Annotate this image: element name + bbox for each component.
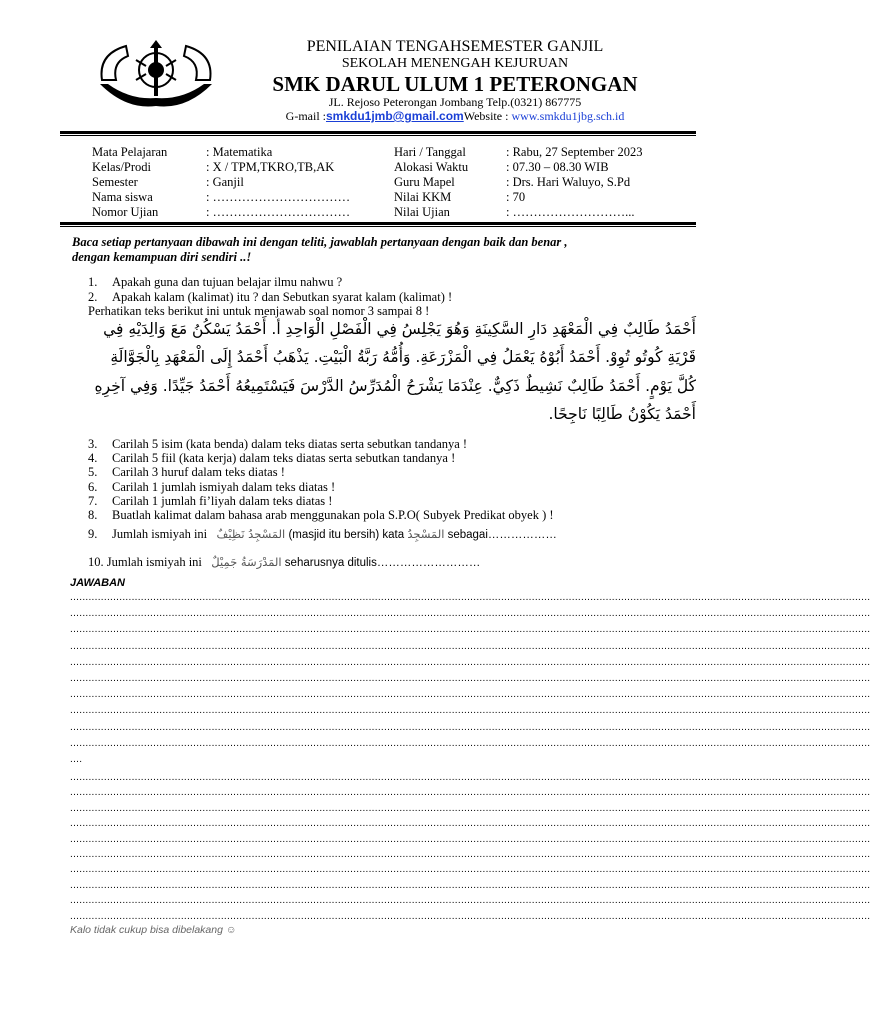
- answer-line[interactable]: ....................................................................................................................................................................................................................................................................: [70, 689, 870, 701]
- answer-line[interactable]: ....................................................................................................................................................................................................................................................................: [70, 705, 870, 717]
- school-type: SEKOLAH MENENGAH KEJURUAN: [341, 56, 569, 71]
- info-left-row-value: : Matematika: [206, 145, 273, 159]
- gmail-label: G-mail :: [285, 109, 326, 123]
- info-right-row-label: Nilai KKM: [394, 190, 452, 204]
- answer-line[interactable]: ....................................................................................................................................................................................................................................................................: [70, 608, 870, 620]
- arabic-passage-line4: أَحْمَدُ يَكُوْنُ طَالِبًا نَاجِحًا.: [548, 405, 696, 423]
- answer-line[interactable]: ....................................................................................................................................................................................................................................................................: [70, 879, 870, 891]
- info-right-row-value: : 07.30 – 08.30 WIB: [506, 160, 609, 174]
- question-6: 6. Carilah 1 jumlah ismiyah dalam teks diatas !: [88, 479, 336, 494]
- gmail-link[interactable]: smkdu1jmb@gmail.com: [325, 109, 464, 123]
- answer-title: JAWABAN: [70, 577, 126, 589]
- question-2: 2. Apakah kalam (kalimat) itu ? dan Sebutkan syarat kalam (kalimat) !: [88, 290, 453, 304]
- info-right-row-value: : ………………………...: [506, 205, 635, 219]
- exam-title: PENILAIAN TENGAHSEMESTER GANJIL: [306, 38, 604, 55]
- school-address: JL. Rejoso Peterongan Jombang Telp.(0321) 867775: [328, 95, 582, 109]
- answer-line[interactable]: ....................................................................................................................................................................................................................................................................: [70, 864, 870, 876]
- info-left-row-label: Mata Pelajaran: [92, 145, 168, 159]
- passage-intro: Perhatikan teks berikut ini untuk menjawab soal nomor 3 sampai 8 !: [88, 304, 430, 318]
- info-left-row-value: : ……………………………: [206, 190, 351, 204]
- contact-line: [230, 109, 680, 124]
- info-right-row-label: Hari / Tanggal: [394, 145, 466, 159]
- arabic-passage-line3: كُلَّ يَوْمٍ. أَحْمَدُ طَالِبٌ نَشِيطٌ ذَكِيٌّ. عِنْدَمَا يَشْرَحُ الْمُدَرِّسُ الدَّرْسَ فَيَسْتَمِيعُهُ أَحْمَدُ جَيِّدًا. وَفِي آخِرِهِ: [94, 377, 696, 395]
- school-logo: [96, 40, 216, 112]
- q9-arabic-word: المَسْجِدُ: [407, 527, 445, 541]
- answer-line[interactable]: ....................................................................................................................................................................................................................................................................: [70, 849, 870, 860]
- question-4: 4. Carilah 5 fiil (kata kerja) dalam teks diatas serta sebutkan tandanya !: [88, 451, 456, 466]
- info-left-row-label: Nomor Ujian: [92, 205, 159, 219]
- answer-footer-note: Kalo tidak cukup bisa dibelakang ☺: [70, 924, 237, 936]
- info-right-row-value: : Rabu, 27 September 2023: [506, 145, 643, 159]
- answer-line[interactable]: ....: [70, 754, 83, 765]
- instructions-line2: dengan kemampuan diri sendiri ..!: [72, 250, 252, 264]
- answer-line[interactable]: ....................................................................................................................................................................................................................................................................: [70, 640, 870, 652]
- arabic-passage-line2: قَرْيَةِ كُوتُو تُوِوْ. أَحْمَدُ أَبُوْهُ يَعْمَلُ فِي الْمَزْرَعَةِ. وَأُمُّهُ رَبَّةُ الْبَيْتِ. يَذْهَبُ أَحْمَدُ إِلَى الْمَعْهَدِ بِالْجَوَّالَةِ: [110, 348, 696, 366]
- question-10: 10. Jumlah ismiyah ini المَدْرَسَةُ جَمِيْلٌ seharusnya ditulis………………………: [88, 555, 481, 569]
- header-rule-thick: [60, 131, 696, 134]
- info-rule-thin: [60, 226, 696, 227]
- question-9: 9. Jumlah ismiyah ini المَسْجِدُ نَظِيْفٌ (masjid itu bersih) kata المَسْجِدُ sebagai………………: [88, 527, 557, 541]
- info-right-row-label: Nilai Ujian: [394, 205, 450, 219]
- answer-line[interactable]: ....................................................................................................................................................................................................................................................................: [70, 772, 870, 783]
- info-right-row-value: : Drs. Hari Waluyo, S.Pd: [506, 175, 631, 189]
- info-left-row-value: : ……………………………: [206, 205, 351, 219]
- question-3: 3. Carilah 5 isim (kata benda) dalam teks diatas serta sebutkan tandanya !: [88, 437, 468, 451]
- answer-line[interactable]: ....................................................................................................................................................................................................................................................................: [70, 833, 870, 845]
- info-left-row-label: Nama siswa: [92, 190, 153, 204]
- info-right-row-label: Alokasi Waktu: [394, 160, 469, 174]
- answer-line[interactable]: ....................................................................................................................................................................................................................................................................: [70, 721, 870, 733]
- question-7: 7. Carilah 1 jumlah fi’liyah dalam teks diatas !: [88, 493, 333, 508]
- answer-line[interactable]: ....................................................................................................................................................................................................................................................................: [70, 592, 870, 603]
- answer-line[interactable]: ....................................................................................................................................................................................................................................................................: [70, 656, 870, 668]
- info-left-row-value: : Ganjil: [206, 175, 244, 189]
- school-name: SMK DARUL ULUM 1 PETERONGAN: [272, 72, 638, 96]
- q10-arabic: المَدْرَسَةُ جَمِيْلٌ: [211, 555, 282, 569]
- info-left-row-value: : X / TPM,TKRO,TB,AK: [206, 160, 335, 174]
- website-label: Website :: [463, 109, 512, 123]
- answer-line[interactable]: ....................................................................................................................................................................................................................................................................: [70, 787, 870, 799]
- answer-line[interactable]: ....................................................................................................................................................................................................................................................................: [70, 818, 870, 830]
- answer-line[interactable]: ....................................................................................................................................................................................................................................................................: [70, 737, 870, 749]
- question-1: 1. Apakah guna dan tujuan belajar ilmu nahwu ?: [88, 275, 343, 289]
- info-right-row-value: : 70: [506, 190, 526, 204]
- answer-line[interactable]: ....................................................................................................................................................................................................................................................................: [70, 673, 870, 684]
- instructions-line1: Baca setiap pertanyaan dibawah ini dengan teliti, jawablah pertanyaan dengan baik dan benar ,: [72, 235, 568, 249]
- answer-line[interactable]: ....................................................................................................................................................................................................................................................................: [70, 624, 870, 636]
- info-rule-thick: [60, 222, 696, 225]
- info-left-row-label: Kelas/Prodi: [92, 160, 152, 174]
- info-right-row-label: Guru Mapel: [394, 175, 455, 189]
- q9-arabic: المَسْجِدُ نَظِيْفٌ: [216, 527, 286, 541]
- question-5: 5. Carilah 3 huruf dalam teks diatas !: [88, 465, 285, 480]
- arabic-passage-line1: أَحْمَدُ طَالِبٌ فِي الْمَعْهَدِ دَارِ السَّكِينَةِ وَهُوَ يَجْلِسُ فِي الْفَصْلِ الْوَاحِدِ أ. أَحْمَدُ يَسْكُنُ مَعَ وَالِدَيْهِ فِي: [103, 320, 696, 338]
- info-left-row-label: Semester: [92, 175, 138, 189]
- website-link[interactable]: www.smkdu1jbg.sch.id: [511, 109, 625, 123]
- answer-line[interactable]: ....................................................................................................................................................................................................................................................................: [70, 802, 870, 814]
- question-8: 8. Buatlah kalimat dalam bahasa arab menggunakan pola S.P.O( Subyek Predikat obyek ) !: [88, 508, 554, 522]
- answer-line[interactable]: ....................................................................................................................................................................................................................................................................: [70, 910, 870, 922]
- answer-line[interactable]: ....................................................................................................................................................................................................................................................................: [70, 895, 870, 907]
- header-rule-thin: [60, 135, 696, 136]
